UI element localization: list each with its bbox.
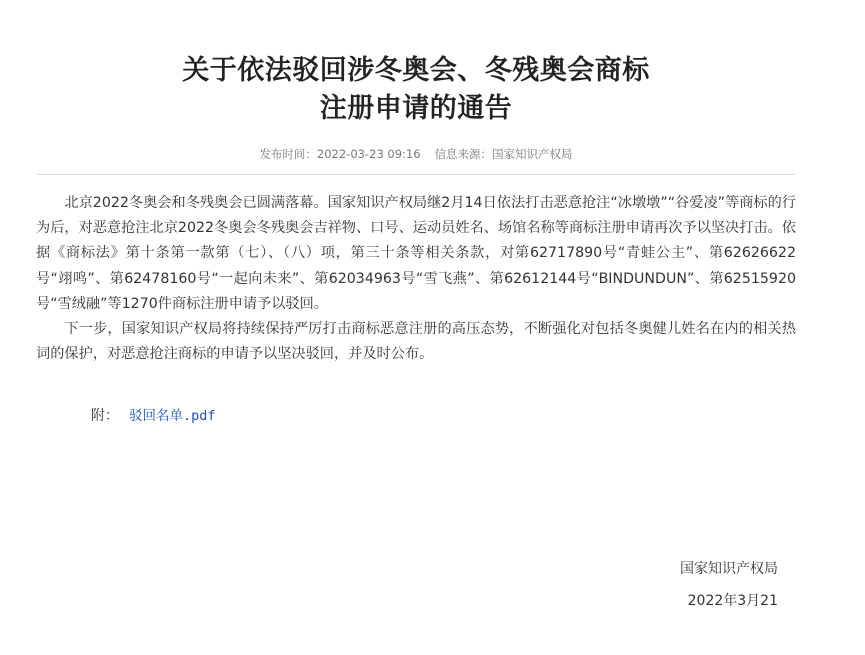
source-name: 国家知识产权局	[492, 147, 573, 161]
paragraph-1: 北京2022冬奥会和冬残奥会已圆满落幕。国家知识产权局继2月14日依法打击恶意抢注“冰墩墩”“谷爱凌”等商标的行为后，对恶意抢注北京2022冬奥会冬残奥会吉祥物、口号、运动员姓名、场馆名称等商标注册申请再次予以坚决打击。依据《商标法》第十条第一款第（七）、（八）项，第三十条等相关条款，对第62717890号“青蛙公主”、第62626622号“翊鸣”、第62478160号“一起向未来”、第62034963号“雪飞燕”、第62612144号“BINDUNDUN”、第62515920号“雪绒融”等1270件商标注册申请予以驳回。	[36, 195, 796, 312]
signature-date: 2022年3月21	[687, 593, 778, 609]
article-title-line-2: 注册申请的通告	[319, 93, 513, 124]
publish-time: 2022-03-23 09:16	[316, 147, 421, 161]
header-divider	[36, 174, 796, 175]
attachment	[36, 406, 796, 426]
article-title-line-1: 关于依法驳回涉冬奥会、冬残奥会商标	[182, 55, 650, 86]
attachment-link[interactable]: 驳回名单.pdf	[129, 408, 216, 425]
signature-org: 国家知识产权局	[680, 561, 778, 577]
article	[36, 0, 796, 426]
attachment-label: 附：	[91, 408, 119, 425]
article-body	[36, 191, 796, 367]
article-title	[36, 0, 796, 128]
paragraph-2: 下一步，国家知识产权局将持续保持严厉打击商标恶意注册的高压态势，不断强化对包括冬奥健儿姓名在内的相关热词的保护，对恶意抢注商标的申请予以坚决驳回，并及时公布。	[36, 321, 796, 363]
source-label: 信息来源：	[434, 147, 493, 161]
publish-time-label: 发布时间：	[259, 147, 317, 161]
article-meta	[36, 146, 796, 162]
